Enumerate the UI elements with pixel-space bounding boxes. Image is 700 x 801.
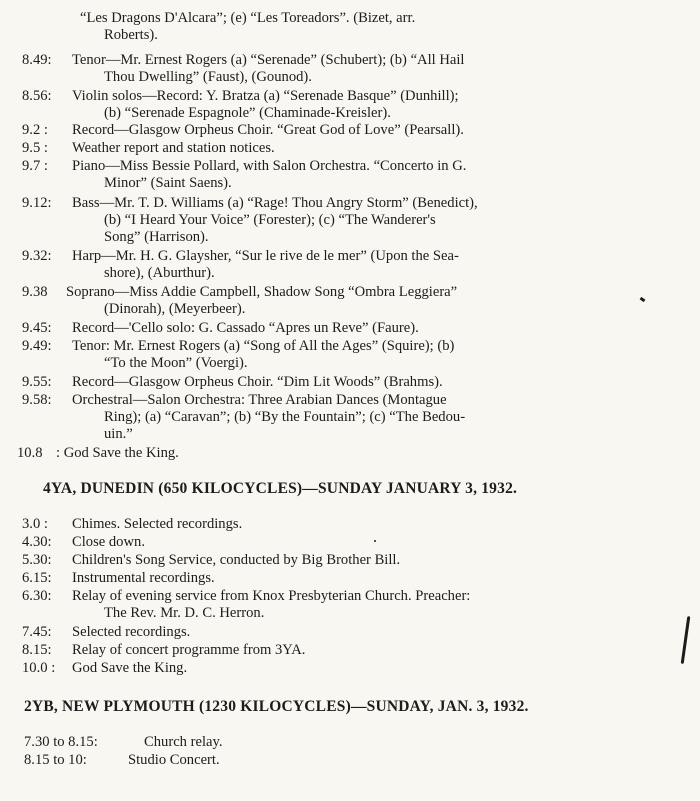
entry-text-line: Song” (Harrison). (104, 229, 209, 245)
entry-text-line: Roberts). (104, 27, 158, 43)
station-heading-4ya: 4YA, DUNEDIN (650 KILOCYCLES)—SUNDAY JANUARY 3, 1932. (43, 480, 518, 497)
entry-text-line: Record—Glasgow Orpheus Choir. “Great God of Love” (Pearsall). (72, 122, 464, 138)
entry-text-line: God Save the King. (72, 660, 188, 676)
entry-text-line: Relay of concert programme from 3YA. (72, 642, 306, 658)
entry-text-line: Violin solos—Record: Y. Bratza (a) “Serenade Basque” (Dunhill); (72, 88, 459, 104)
entry-text-line: Record—'Cello solo: G. Cassado “Apres un Reve” (Faure). (72, 320, 419, 336)
entry-text-line: uin.” (104, 426, 133, 442)
entry-time: 8.49: (22, 52, 52, 68)
entry-time: 3.0 : (22, 516, 48, 532)
entry-time: 8.56: (22, 88, 52, 104)
entry-text-line: Soprano—Miss Addie Campbell, Shadow Song “Ombra Leggiera” (66, 284, 458, 300)
entry-text-line: (Dinorah), (Meyerbeer). (104, 301, 246, 317)
entry-text-line: Chimes. Selected recordings. (72, 516, 243, 532)
entry-time: 9.7 : (22, 158, 48, 174)
entry-time: 9.58: (22, 392, 52, 408)
entry-time: 9.12: (22, 195, 52, 211)
entry-text-line: The Rev. Mr. D. C. Herron. (104, 605, 265, 621)
ink-speck (681, 616, 691, 664)
ink-speck (374, 540, 376, 542)
entry-text-line: “To the Moon” (Voergi). (104, 355, 248, 371)
entry-text-line: Tenor—Mr. Ernest Rogers (a) “Serenade” (Schubert); (b) “All Hail (72, 52, 465, 68)
entry-text-line: : God Save the King. (56, 445, 179, 461)
entry-time: 9.55: (22, 374, 52, 390)
entry-time: 7.30 to 8.15: (24, 734, 98, 750)
entry-time: 8.15: (22, 642, 52, 658)
entry-time: 9.45: (22, 320, 52, 336)
entry-time: 10.0 : (22, 660, 56, 676)
entry-time: 7.45: (22, 624, 52, 640)
entry-time: 9.32: (22, 248, 52, 264)
station-heading-2yb: 2YB, NEW PLYMOUTH (1230 KILOCYCLES)—SUNDAY, JAN. 3, 1932. (24, 698, 529, 715)
entry-text-line: “Les Dragons D'Alcara”; (e) “Les Toreadors”. (Bizet, arr. (80, 10, 416, 26)
entry-text-line: Thou Dwelling” (Faust), (Gounod). (104, 69, 312, 85)
entry-text-line: Bass—Mr. T. D. Williams (a) “Rage! Thou Angry Storm” (Benedict), (72, 195, 478, 211)
entry-text-line: Relay of evening service from Knox Presbyterian Church. Preacher: (72, 588, 471, 604)
entry-time: 8.15 to 10: (24, 752, 87, 768)
entry-text-line: Weather report and station notices. (72, 140, 275, 156)
entry-time: 9.5 : (22, 140, 48, 156)
entry-time: 5.30: (22, 552, 52, 568)
entry-text-line: Tenor: Mr. Ernest Rogers (a) “Song of All the Ages” (Squire); (b) (72, 338, 455, 354)
entry-text-line: Minor” (Saint Saens). (104, 175, 232, 191)
entry-text-line: Piano—Miss Bessie Pollard, with Salon Orchestra. “Concerto in G. (72, 158, 467, 174)
entry-text-line: Record—Glasgow Orpheus Choir. “Dim Lit Woods” (Brahms). (72, 374, 443, 390)
entry-time: 6.15: (22, 570, 52, 586)
entry-text-line: Studio Concert. (128, 752, 220, 768)
entry-text-line: (b) “Serenade Espagnole” (Chaminade-Kreisler). (104, 105, 391, 121)
entry-time: 9.2 : (22, 122, 48, 138)
entry-text-line: shore), (Aburthur). (104, 265, 215, 281)
entry-text-line: Children's Song Service, conducted by Big Brother Bill. (72, 552, 401, 568)
entry-text-line: Close down. (72, 534, 145, 550)
entry-text-line: Selected recordings. (72, 624, 191, 640)
entry-text-line: Church relay. (144, 734, 223, 750)
entry-text-line: Ring); (a) “Caravan”; (b) “By the Fountain”; (c) “The Bedou- (104, 409, 466, 425)
ink-speck (640, 297, 646, 302)
entry-time: 9.38 (22, 284, 48, 300)
entry-time: 9.49: (22, 338, 52, 354)
entry-text-line: Instrumental recordings. (72, 570, 215, 586)
entry-time: 6.30: (22, 588, 52, 604)
entry-text-line: (b) “I Heard Your Voice” (Forester); (c) “The Wanderer's (104, 212, 436, 228)
entry-text-line: Orchestral—Salon Orchestra: Three Arabian Dances (Montague (72, 392, 447, 408)
entry-text-line: Harp—Mr. H. G. Glaysher, “Sur le rive de le mer” (Upon the Sea- (72, 248, 459, 264)
entry-time: 10.8 (17, 445, 43, 461)
entry-time: 4.30: (22, 534, 52, 550)
